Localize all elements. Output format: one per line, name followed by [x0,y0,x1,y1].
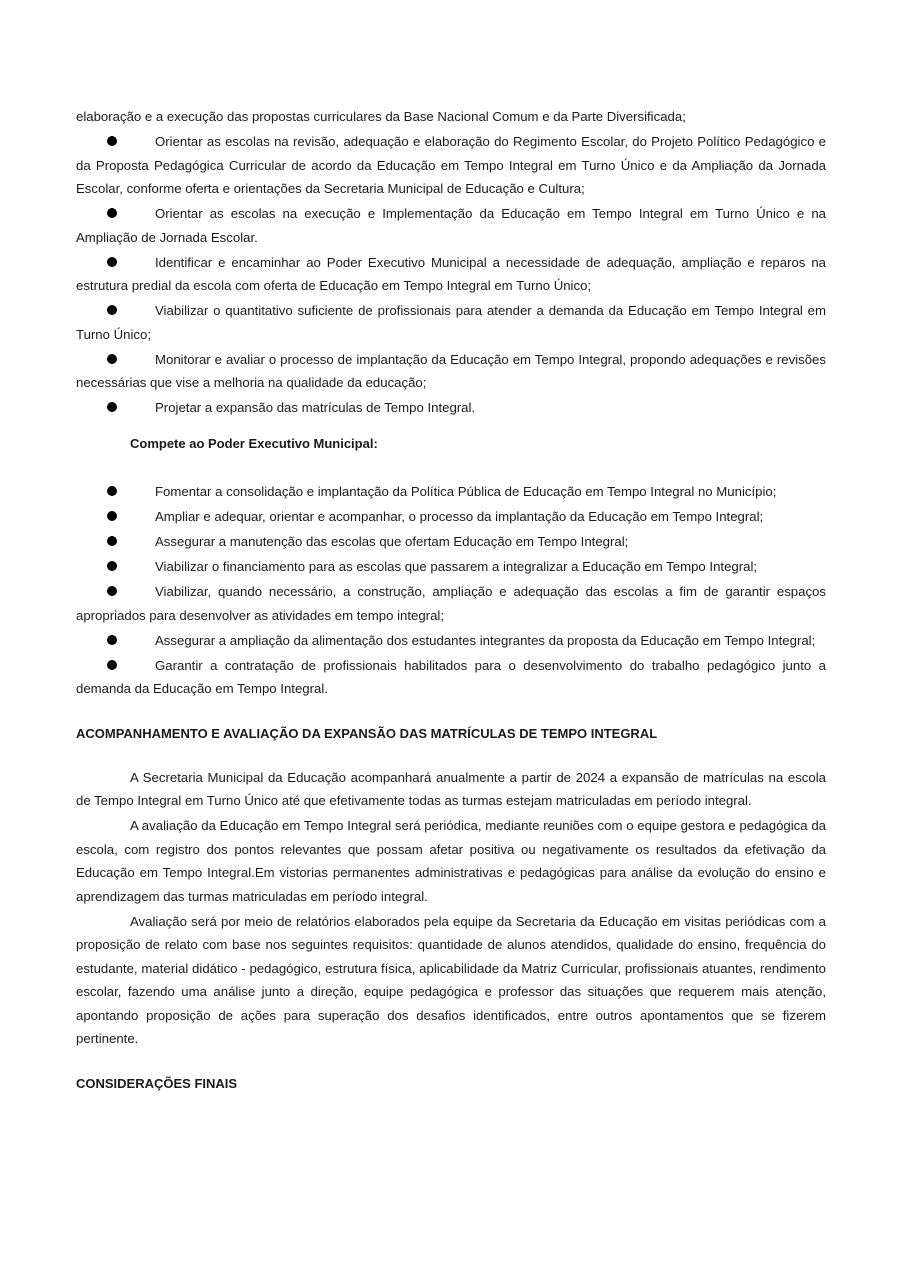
list-item: Viabilizar o quantitativo suficiente de profissionais para atender a demanda da Educação em Tempo Integral em Turno Único; [76,303,826,342]
bullet-icon [107,136,117,146]
subheading-poder-executivo: Compete ao Poder Executivo Municipal: [130,435,378,451]
bullet-icon [107,586,117,596]
list-item: Projetar a expansão das matrículas de Tempo Integral. [76,396,826,420]
bullet-icon [107,511,117,521]
responsibilities-list-a [76,130,826,420]
bullet-icon [107,561,117,571]
list-item: Orientar as escolas na revisão, adequação e elaboração do Regimento Escolar, do Projeto Político Pedagógico e da Proposta Pedagógica Curricular de acordo da Educação em Tempo Integral em Turno Único e da Ampliação da Jornada Escolar, conforme oferta e orientações da Secretaria Municipal de Educação e Cultura; [76,134,826,196]
bullet-icon [107,208,117,218]
bullet-icon [107,305,117,315]
list-item: Identificar e encaminhar ao Poder Executivo Municipal a necessidade de adequação, ampliação e reparos na estrutura predial da escola com oferta de Educação em Tempo Integral em Turno Único; [76,254,826,293]
list-item: Monitorar e avaliar o processo de implantação da Educação em Tempo Integral, propondo adequações e revisões necessárias que vise a melhoria na qualidade da educação; [76,351,826,390]
bullet-icon [107,486,117,496]
bullet-icon [107,257,117,267]
bullet-icon [107,635,117,645]
paragraph: Avaliação será por meio de relatórios elaborados pela equipe da Secretaria da Educação em visitas periódicas com a proposição de relato com base nos seguintes requisitos: quantidade de alunos atendidos, qualidade do ensino, frequência do estudante, material didático - pedagógico, estrutura física, aplicabilidade da Matriz Curricular, profissionais atuantes, rendimento escolar, fazendo uma análise junto a direção, equipe pedagógica e professor das situações que requerem mais atenção, apontando proposição de ações para superação dos desafios identificados, entre outros apontamentos que se fizerem pertinente. [76,913,826,1046]
section-heading-acompanhamento: ACOMPANHAMENTO E AVALIAÇÃO DA EXPANSÃO DAS MATRÍCULAS DE TEMPO INTEGRAL [76,726,658,741]
bullet-icon [107,660,117,670]
responsibilities-list-b [76,480,826,701]
document-page [76,105,826,1096]
list-item: Viabilizar o financiamento para as escolas que passarem a integralizar a Educação em Tempo Integral; [76,555,826,579]
bullet-icon [107,354,117,364]
list-item: Assegurar a manutenção das escolas que ofertam Educação em Tempo Integral; [76,530,826,554]
intro-line: elaboração e a execução das propostas curriculares da Base Nacional Comum e da Parte Diversificada; [76,109,686,124]
list-item: Orientar as escolas na execução e Implementação da Educação em Tempo Integral em Turno Único e na Ampliação de Jornada Escolar. [76,206,826,245]
list-item: Assegurar a ampliação da alimentação dos estudantes integrantes da proposta da Educação em Tempo Integral; [76,629,826,653]
section-heading-consideracoes: CONSIDERAÇÕES FINAIS [76,1076,238,1091]
bullet-icon [107,402,117,412]
list-item: Ampliar e adequar, orientar e acompanhar, o processo da implantação da Educação em Tempo Integral; [76,505,826,529]
list-item: Garantir a contratação de profissionais habilitados para o desenvolvimento do trabalho pedagógico junto a demanda da Educação em Tempo Integral. [76,657,826,696]
list-item: Fomentar a consolidação e implantação da Política Pública de Educação em Tempo Integral no Município; [76,480,826,504]
list-item: Viabilizar, quando necessário, a construção, ampliação e adequação das escolas a fim de garantir espaços apropriados para desenvolver as atividades em tempo integral; [76,584,826,623]
bullet-icon [107,536,117,546]
paragraph: A avaliação da Educação em Tempo Integral será periódica, mediante reuniões com o equipe gestora e pedagógica da escola, com registro dos pontos relevantes que possam afetar positiva ou negativamente os resultados da efetivação da Educação em Tempo Integral.Em vistorias permanentes administrativas e pedagógicas para análise da evolução do ensino e aprendizagem das turmas matriculadas em período integral. [76,818,826,904]
paragraph: A Secretaria Municipal da Educação acompanhará anualmente a partir de 2024 a expansão de matrículas na escola de Tempo Integral em Turno Único até que efetivamente todas as turmas estejam matriculadas em período integral. [76,769,826,808]
